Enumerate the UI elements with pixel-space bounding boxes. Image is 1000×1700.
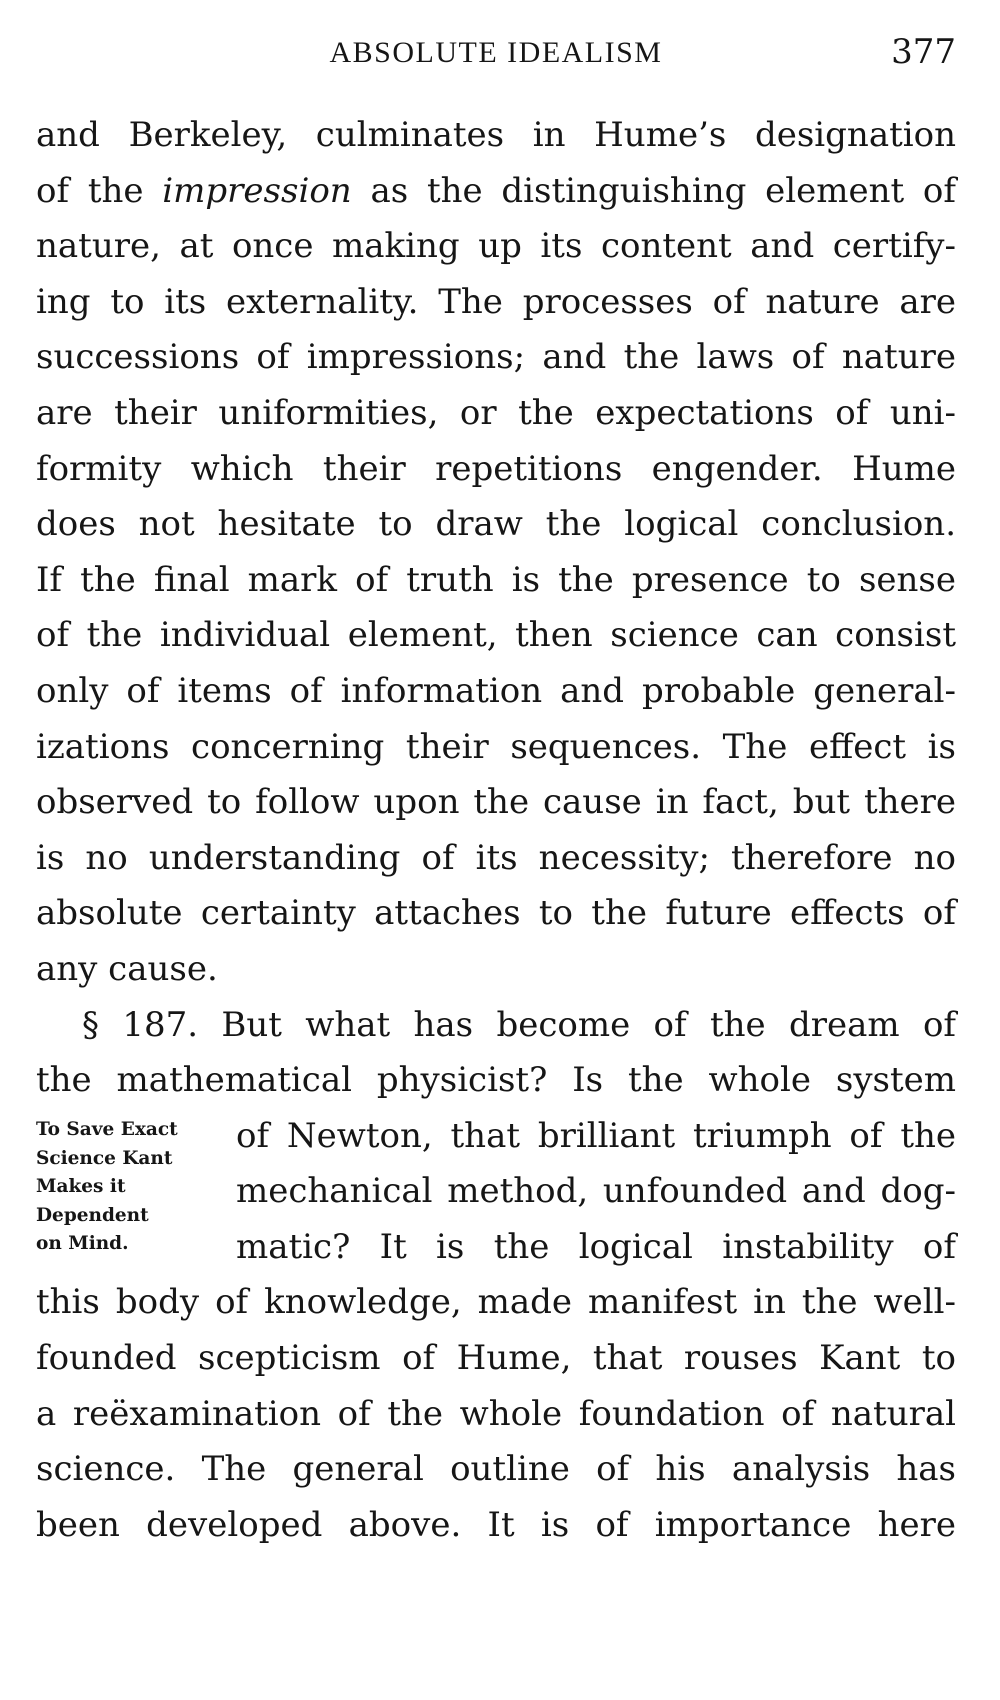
emphasized-word: impression	[162, 170, 352, 211]
text-line: formity which their repetitions engender. Hume	[36, 448, 956, 489]
page-header	[36, 28, 956, 78]
text-line: is no understanding of its necessity; therefore no	[36, 837, 956, 878]
margin-note-line: To Save Exact	[36, 1119, 178, 1140]
text-line: absolute certainty attaches to the future effects of	[36, 893, 956, 934]
text-line: § 187. But what has become of the dream of	[82, 1004, 956, 1045]
text-line: only of items of information and probable general-	[36, 670, 956, 711]
paragraph-2	[36, 998, 956, 1554]
text-line: successions of impressions; and the laws of nature	[36, 337, 956, 378]
text-line: science. The general outline of his analysis has	[36, 1449, 956, 1490]
text-line: observed to follow upon the cause in fact, but there	[36, 782, 956, 823]
margin-note-line: Dependent	[36, 1204, 149, 1226]
text-line: been developed above. It is of importance here	[36, 1504, 956, 1545]
margin-note-line: Makes it	[36, 1176, 126, 1197]
text-line: are their uniformities, or the expectations of uni-	[36, 392, 956, 433]
text-line: of Newton, that brilliant triumph of the	[236, 1115, 956, 1156]
text-line: of the individual element, then science can consist	[36, 615, 956, 656]
paragraph-1	[36, 108, 956, 998]
text-line: matic? It is the logical instability of	[236, 1226, 956, 1267]
text-line: mechanical method, unfounded and dog-	[236, 1171, 956, 1212]
margin-note	[36, 1116, 221, 1259]
text-segment: of the	[36, 170, 163, 211]
text-line: the mathematical physicist? Is the whole system	[36, 1060, 956, 1101]
text-line: this body of knowledge, made manifest in the well-	[36, 1282, 956, 1323]
text-segment: as the distinguishing element of	[351, 170, 956, 211]
page-number: 377	[891, 32, 956, 72]
text-line: izations concerning their sequences. The effect is	[36, 726, 956, 767]
text-line: does not hesitate to draw the logical conclusion.	[36, 504, 956, 545]
text-line: and Berkeley, culminates in Hume’s designation	[36, 115, 956, 155]
running-head: ABSOLUTE IDEALISM	[329, 36, 663, 69]
margin-note-line: on Mind.	[36, 1233, 129, 1254]
text-line: nature, at once making up its content and certify-	[36, 226, 956, 267]
text-line: If the final mark of truth is the presence to sense	[36, 559, 956, 600]
margin-note-line: Science Kant	[36, 1147, 173, 1169]
text-line: a reëxamination of the whole foundation of natural	[36, 1393, 956, 1434]
text-line	[36, 164, 956, 220]
body-text	[36, 108, 956, 1553]
text-line: ing to its externality. The processes of nature are	[36, 281, 956, 322]
text-line: founded scepticism of Hume, that rouses Kant to	[36, 1338, 956, 1379]
text-line: any cause.	[36, 948, 218, 989]
